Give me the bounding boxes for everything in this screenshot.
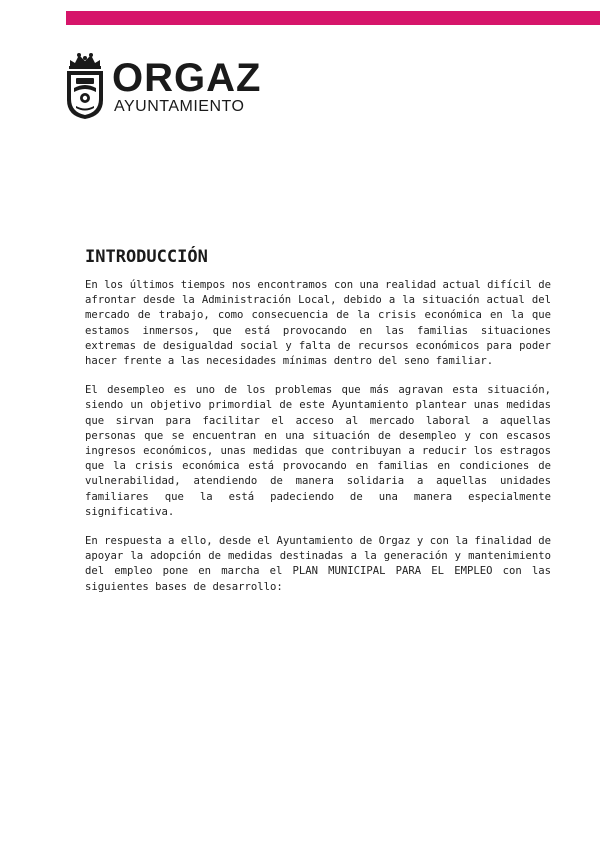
paragraph-1: En los últimos tiempos nos encontramos con una realidad actual difícil de afrontar desde la Administración Local, debido a la situación actual del mercado de trabajo, como consecuencia de la crisis económica en la que estamos inmersos, que está provocando en las familias situaciones extremas de desigualdad social y falta de recursos económicos para poder hacer frente a las necesidades mínimas dentro del seno familiar.	[85, 279, 551, 368]
logo-subtitle: AYUNTAMIENTO	[114, 98, 245, 115]
coat-of-arms-icon	[64, 52, 106, 120]
orgaz-logo	[64, 52, 274, 124]
paragraph-2: El desempleo es uno de los problemas que más agravan esta situación, siendo un objetivo primordial de este Ayuntamiento plantear unas medidas que sirvan para facilitar el acceso al mercado laboral a aquellas personas que se encuentran en una situación de desempleo y con escasos ingresos económicos, unas medidas que contribuyan a reducir los estragos que la crisis económica está provocando en familias en condiciones de vulnerabilidad, atendiendo de manera solidaria a aquellas unidades familiares que la está padeciendo de una manera especialmente significativa.	[85, 384, 551, 518]
document-body	[85, 246, 551, 609]
top-accent-bar	[66, 11, 600, 25]
logo-wordmark: ORGAZ	[112, 56, 262, 100]
section-heading: INTRODUCCIÓN	[85, 247, 208, 267]
paragraph-3: En respuesta a ello, desde el Ayuntamiento de Orgaz y con la finalidad de apoyar la adopción de medidas destinadas a la generación y mantenimiento del empleo pone en marcha el PLAN MUNICIPAL PARA EL EMPLEO con las siguientes bases de desarrollo:	[85, 535, 551, 593]
